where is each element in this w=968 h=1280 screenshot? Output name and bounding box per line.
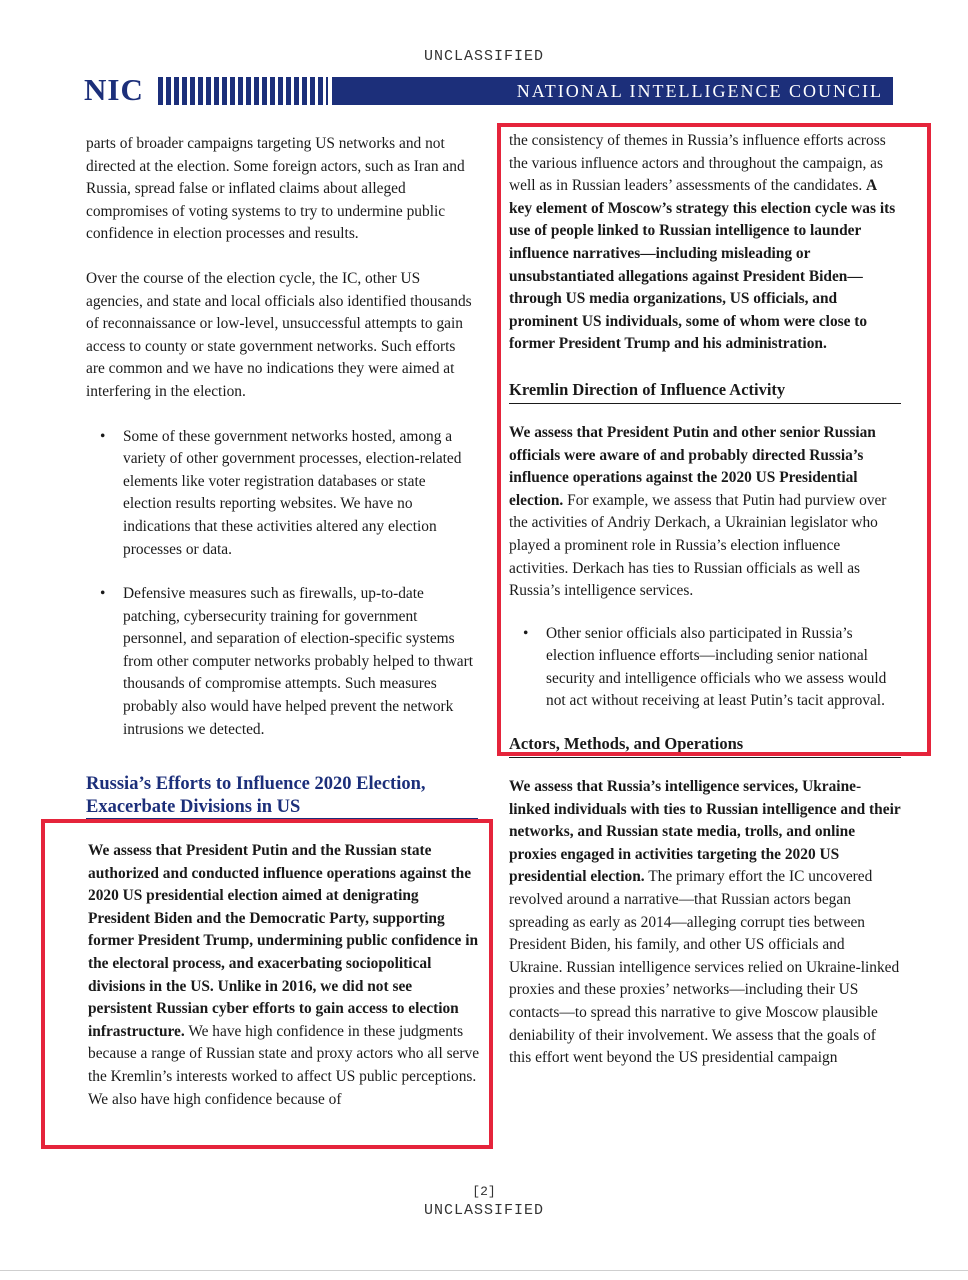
left-column-upper	[86, 133, 478, 741]
highlight-box-left	[41, 819, 493, 1149]
right-paragraph-3-regular: The primary effort the IC uncovered revolved around a narrative—that Russian actors began spreading as early as 2014—alleging corrupt ties between President Biden, his family, and other US officials and Ukraine. Russian intelligence services relied on Ukraine-linked proxies and these proxies’ networks—including their US contacts—to spread this narrative to give Moscow plausible deniability of their involvement. We assess that the goals of this effort went beyond the US presidential campaign	[509, 868, 900, 1067]
subhead-actors-methods: Actors, Methods, and Operations	[509, 733, 901, 758]
page-number: [2]	[472, 1184, 496, 1199]
nic-header	[84, 74, 893, 108]
logo-stripes	[158, 77, 328, 105]
page-edge-line	[0, 1270, 968, 1271]
right-paragraph-2-regular: For example, we assess that Putin had purview over the activities of Andriy Derkach, a Ukrainian legislator who played a prominent role in Russia’s election influence activities. Derkach has ties to Russian officials as well as Russia’s intelligence services.	[509, 491, 887, 600]
right-paragraph-3-bold: We assess that Russia’s intelligence services, Ukraine-linked individuals with ties to Russian intelligence and their networks, and Russian state media, trolls, and online proxies engaged in activities targeting the 2020 US presidential election.	[509, 778, 901, 886]
section-heading-line-1: Russia’s Efforts to Influence 2020 Election,	[86, 774, 426, 794]
classification-marking-top: UNCLASSIFIED	[423, 48, 545, 65]
key-judgment-bold: We assess that President Putin and the Russian state authorized and conducted influence operations against the 2020 US presidential election aimed at denigrating President Biden and the Democratic Party, supporting former President Trump, undermining public confidence in the electoral process, and exacerbating sociopolitical divisions in the US. Unlike in 2016, we did not see persistent Russian cyber efforts to gain access to election infrastructure.	[88, 842, 479, 1040]
right-paragraph-1-regular: the consistency of themes in Russia’s influence efforts across the various influence actors and throughout the campaign, as well as in Russian leaders’ assessments of the candidates.	[509, 132, 886, 195]
right-bullet-1: • Other senior officials also participated in Russia’s election influence efforts—including senior national security and intelligence officials who we assess would not act without receiving at least Putin’s tacit approval.	[509, 623, 901, 713]
left-bullet-1: • Some of these government networks hosted, among a variety of other government processes, election-related elements like voter registration databases or state election results reporting websites. We have no indications that these activities altered any election processes or data.	[86, 426, 478, 562]
nic-logo: NIC	[84, 72, 144, 107]
section-heading-russia-efforts	[86, 773, 486, 819]
left-bullet-list	[86, 426, 478, 742]
key-judgment-regular: We have high confidence in these judgments because a range of Russian state and proxy actors who all serve the Kremlin’s interests worked to affect US public perceptions. We also have high confidence because of	[88, 1022, 480, 1108]
right-paragraph-3	[509, 776, 901, 1070]
left-paragraph-1: parts of broader campaigns targeting US networks and not directed at the election. Some foreign actors, such as Iran and Russia, spread false or inflated claims about alleged compromises of voting systems to try to undermine public confidence in election processes and results.	[86, 135, 465, 243]
right-paragraph-1-bold: A key element of Moscow’s strategy this election cycle was its use of people linked to Russian intelligence to launder influence narratives—including misleading or unsubstantiated allegations against President Biden—through US media organizations, US officials, and prominent US individuals, some of whom were close to former President Trump and his administration.	[509, 177, 896, 353]
section-heading-line-2: Exacerbate Divisions in US	[86, 797, 301, 817]
left-bullet-2: • Defensive measures such as firewalls, up-to-date patching, cybersecurity training for government personnel, and separation of election-specific systems from other computer networks probably helped to thwart thousands of compromise attempts. Such measures probably also would have helped prevent the network intrusions we detected.	[86, 583, 478, 741]
left-paragraph-2: Over the course of the election cycle, the IC, other US agencies, and state and local officials also identified thousands of reconnaissance or low-level, unsuccessful attempts to gain access to county or state government networks. Such efforts are common and we have no indications they were aimed at interfering in the election.	[86, 269, 472, 400]
highlight-box-right	[497, 123, 931, 756]
classification-marking-bottom: UNCLASSIFIED	[423, 1202, 545, 1219]
subhead-kremlin-direction: Kremlin Direction of Influence Activity	[509, 379, 901, 404]
header-banner: NATIONAL INTELLIGENCE COUNCIL	[332, 77, 893, 105]
right-paragraph-2-bold: We assess that President Putin and other senior Russian officials were aware of and probably directed Russia’s influence operations against the 2020 US Presidential election.	[509, 423, 876, 509]
